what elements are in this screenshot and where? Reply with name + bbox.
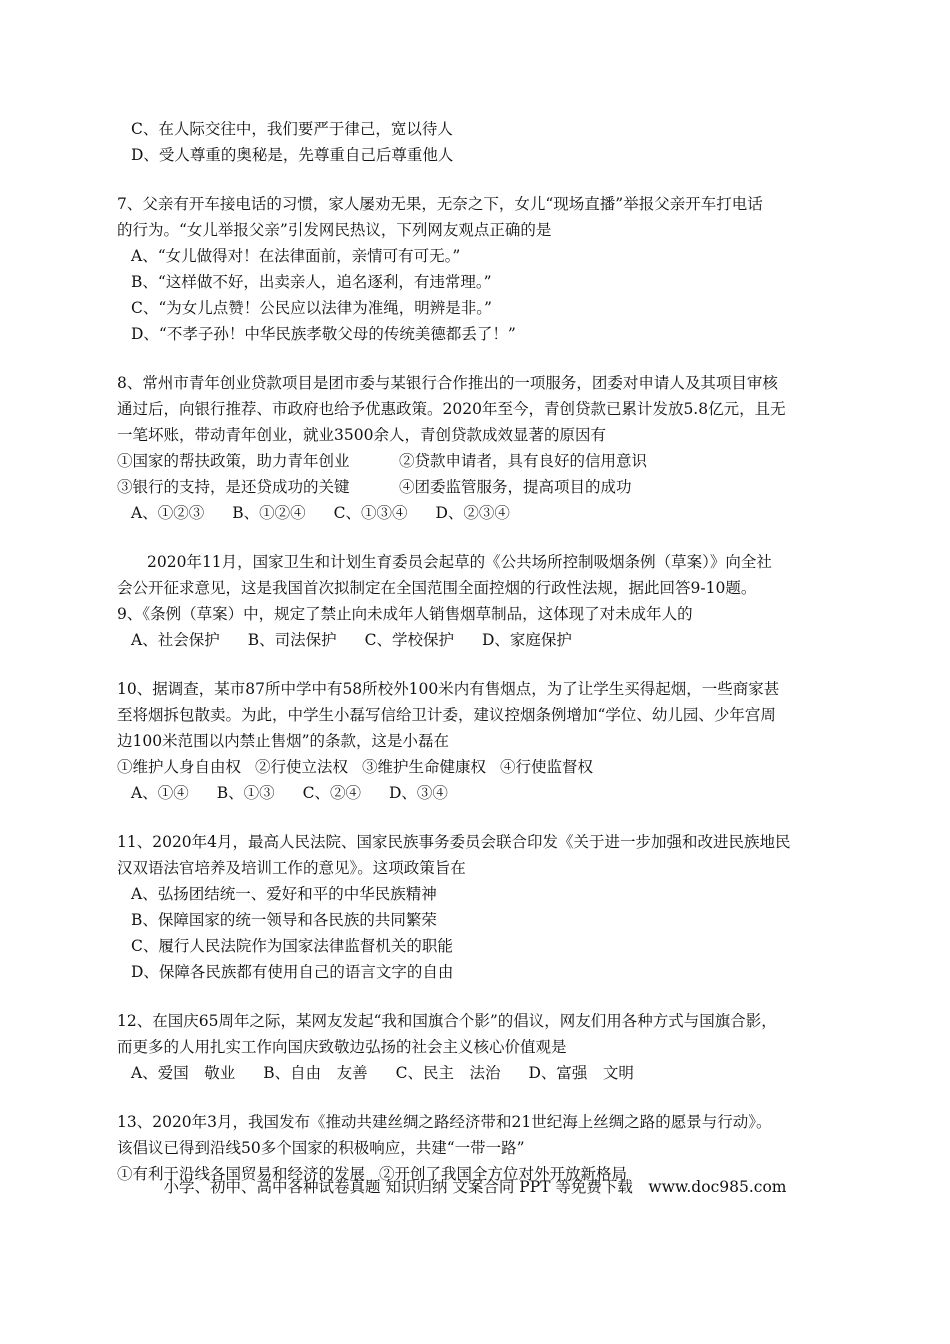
q8-stem-line2: 通过后，向银行推荐、市政府也给予优惠政策。2020年至今，青创贷款已累计发放5.8亿元，且无 [117,400,786,418]
q12-stem-line2: 而更多的人用扎实工作向国庆致敬边弘扬的社会主义核心价值观是 [117,1038,567,1056]
q10-statement-1: ①维护人身自由权 [117,758,242,776]
q6-option-d: D、受人尊重的奥秘是，先尊重自己后尊重他人 [131,146,454,164]
q10-option-a: A、①④ [131,784,189,802]
q8-options [117,500,847,526]
q7-option-c: C、“为女儿点赞！公民应以法律为准绳，明辨是非。” [131,299,492,317]
q10-option-d: D、③④ [388,784,448,802]
page-footer: 小学、初中、高中各种试卷真题 知识归纳 文案合同 PPT 等免费下载 www.doc985.com [163,1178,787,1196]
q13-statement-1: ①有利于沿线各国贸易和经济的发展 [117,1165,366,1183]
q11-option-b: B、保障国家的统一领导和各民族的共同繁荣 [131,911,437,929]
q8-option-a: A、①②③ [131,504,205,522]
exam-content [117,116,847,1187]
q10-stem-line3: 边100米范围以内禁止售烟”的条款，这是小磊在 [117,732,450,750]
q8-stem-line3: 一笔坏账，带动青年创业，就业3500余人，青创贷款成效显著的原因有 [117,426,606,444]
q10-statement-4: ④行使监督权 [500,758,594,776]
q11-option-d: D、保障各民族都有使用自己的语言文字的自由 [131,963,454,981]
q12-option-a: A、爱国 敬业 [131,1064,236,1082]
q6-option-c: C、在人际交往中，我们要严于律己，宽以待人 [131,120,453,138]
q8-stem-line1: 8、常州市青年创业贷款项目是团市委与某银行合作推出的一项服务，团委对申请人及其项目审核 [117,374,778,392]
q9-option-d: D、家庭保护 [481,631,572,649]
q11-stem-line2: 汉双语法官培养及培训工作的意见》。这项政策旨在 [117,859,466,877]
q7-option-b: B、“这样做不好，出卖亲人，追名逐利，有违常理。” [131,273,492,291]
q12-option-d: D、富强 文明 [528,1064,634,1082]
q10-statement-2: ②行使立法权 [255,758,349,776]
q12-option-c: C、民主 法治 [395,1064,501,1082]
question-12 [117,1008,847,1086]
q7-option-a: A、“女儿做得对！在法律面前，亲情可有可无。” [131,247,461,265]
question-10 [117,676,847,806]
q13-stem-line1: 13、2020年3月，我国发布《推动共建丝绸之路经济带和21世纪海上丝绸之路的愿景与行动》。 [117,1113,772,1131]
q8-statement-4: ④团委监管服务，提高项目的成功 [399,478,632,496]
q12-option-b: B、自由 友善 [263,1064,368,1082]
q7-stem-line1: 7、父亲有开车接电话的习惯，家人屡劝无果，无奈之下，女儿“现场直播”举报父亲开车打电话 [117,195,763,213]
q9-option-a: A、社会保护 [131,631,220,649]
q9-option-b: B、司法保护 [247,631,337,649]
q8-statements-row1 [117,448,847,474]
question-11 [117,829,847,985]
question-8 [117,370,847,526]
q8-option-b: B、①②④ [232,504,306,522]
q8-statement-2: ②贷款申请者，具有良好的信用意识 [399,452,648,470]
material-line1: 2020年11月，国家卫生和计划生育委员会起草的《公共场所控制吸烟条例（草案）》向全社 [147,553,772,571]
material-line2: 会公开征求意见，这是我国首次拟制定在全国范围全面控烟的行政性法规，据此回答9-10题。 [117,579,757,597]
q10-stem-line2: 至将烟拆包散卖。为此，中学生小磊写信给卫计委，建议控烟条例增加“学位、幼儿园、少年宫周 [117,706,776,724]
q12-options [117,1060,847,1086]
q11-stem-line1: 11、2020年4月，最高人民法院、国家民族事务委员会联合印发《关于进一步加强和改进民族地民 [117,833,791,851]
q10-statements [117,754,847,780]
q10-options [117,780,847,806]
q13-stem-line2: 该倡议已得到沿线50多个国家的积极响应，共建“一带一路” [117,1139,525,1157]
question-9 [117,601,847,653]
q11-option-a: A、弘扬团结统一、爱好和平的中华民族精神 [131,885,437,903]
q13-statement-2: ②开创了我国全方位对外开放新格局 [379,1165,628,1183]
q8-statement-3: ③银行的支持，是还贷成功的关键 [117,478,350,496]
q10-option-c: C、②④ [302,784,361,802]
q8-statement-1: ①国家的帮扶政策，助力青年创业 [117,452,350,470]
q8-option-c: C、①③④ [333,504,408,522]
q10-stem-line1: 10、据调查，某市87所中学中有58所校外100米内有售烟点，为了让学生买得起烟，一些商家甚 [117,680,780,698]
q10-statement-3: ③维护生命健康权 [362,758,487,776]
q8-statements-row2 [117,474,847,500]
q11-option-c: C、履行人民法院作为国家法律监督机关的职能 [131,937,453,955]
q9-options [117,627,847,653]
q9-option-c: C、学校保护 [364,631,454,649]
q9-stem: 9、《条例（草案）中，规定了禁止向未成年人销售烟草制品，这体现了对未成年人的 [117,605,693,623]
q7-option-d: D、“不孝子孙！中华民族孝敬父母的传统美德都丢了！” [131,325,516,343]
material-passage [117,549,847,601]
q12-stem-line1: 12、在国庆65周年之际，某网友发起“我和国旗合个影”的倡议，网友们用各种方式与国旗合影， [117,1012,777,1030]
q7-stem-line2: 的行为。“女儿举报父亲”引发网民热议，下列网友观点正确的是 [117,221,552,239]
q10-option-b: B、①③ [216,784,275,802]
question-7 [117,191,847,347]
q8-option-d: D、②③④ [435,504,510,522]
